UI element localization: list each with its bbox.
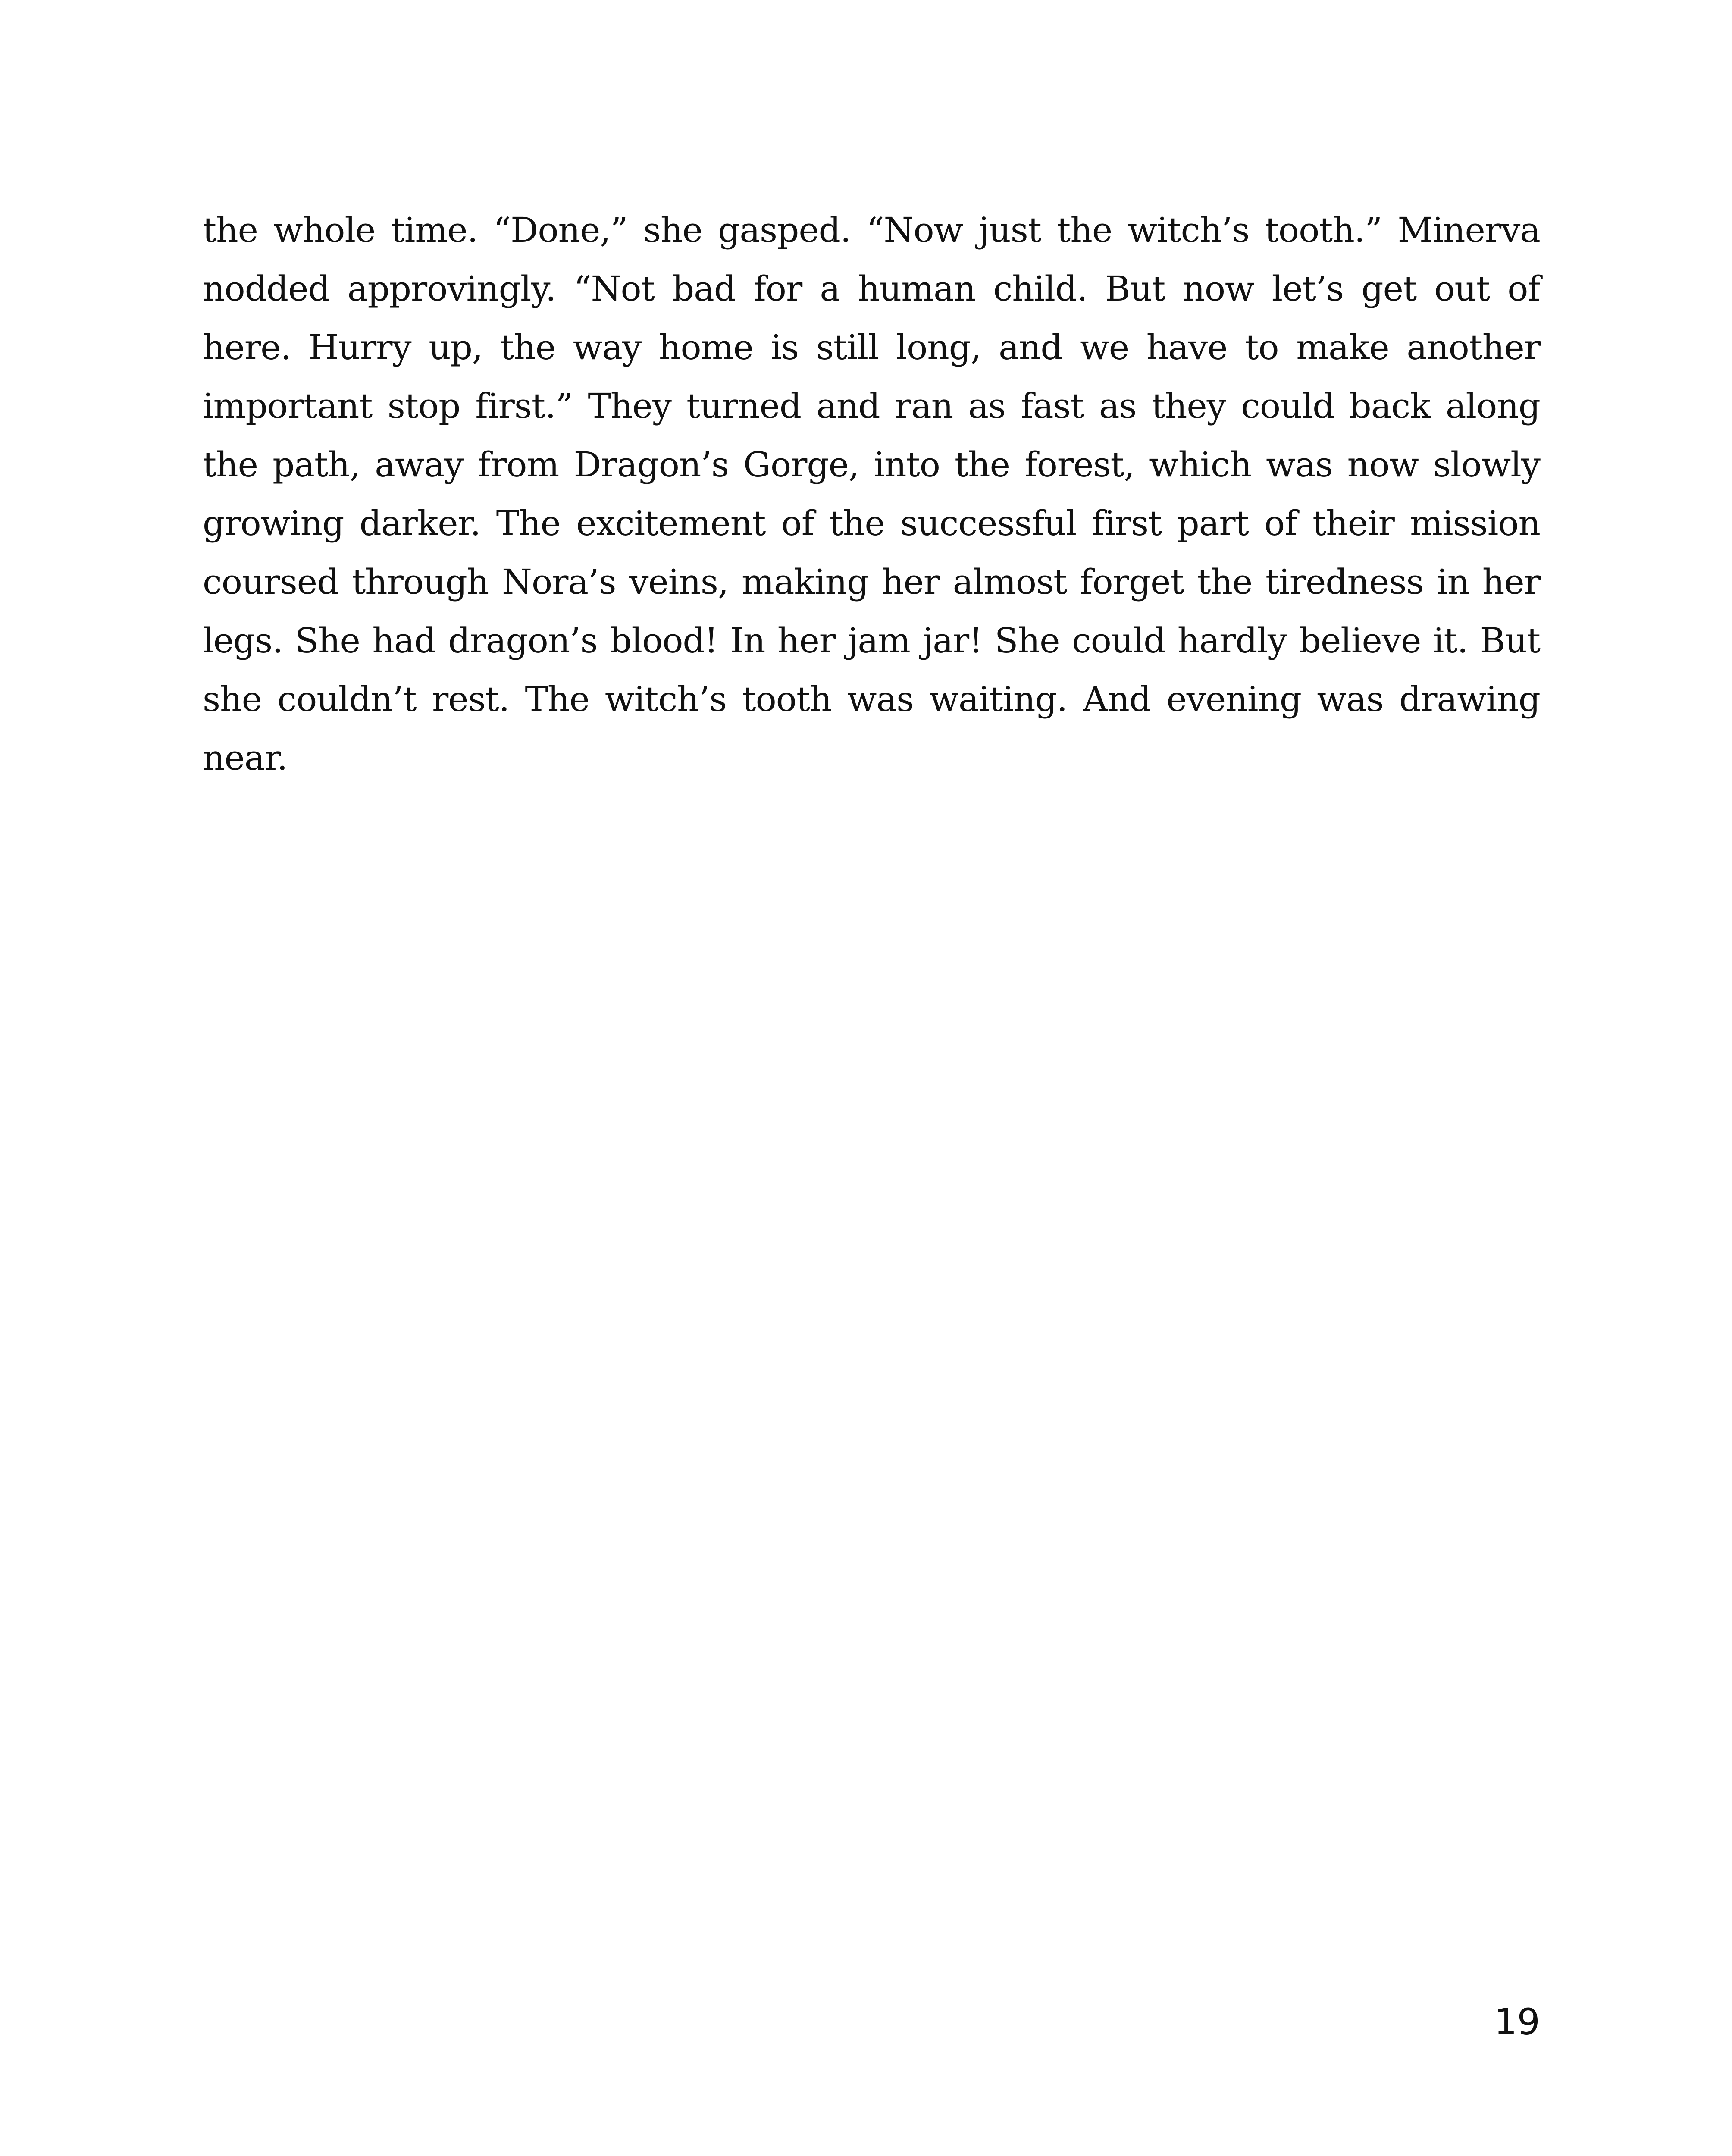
page-number: 19 (1494, 2001, 1540, 2043)
body-paragraph: the whole time. “Done,” she gasped. “Now just the witch’s tooth.” Minerva nodded approvingly. “Not bad for a human child. But now let’s get out of here. Hurry up, the way home is still long, and we have to make another important stop first.” They turned and ran as fast as they could back along the path, away from Dragon’s Gorge, into the forest, which was now slowly growing darker. The excitement of the successful first part of their mission coursed through Nora’s veins, making her almost forget the tiredness in her legs. She had dragon’s blood! In her jam jar! She could hardly believe it. But she couldn’t rest. The witch’s tooth was waiting. And evening was drawing near. (203, 210, 1540, 778)
